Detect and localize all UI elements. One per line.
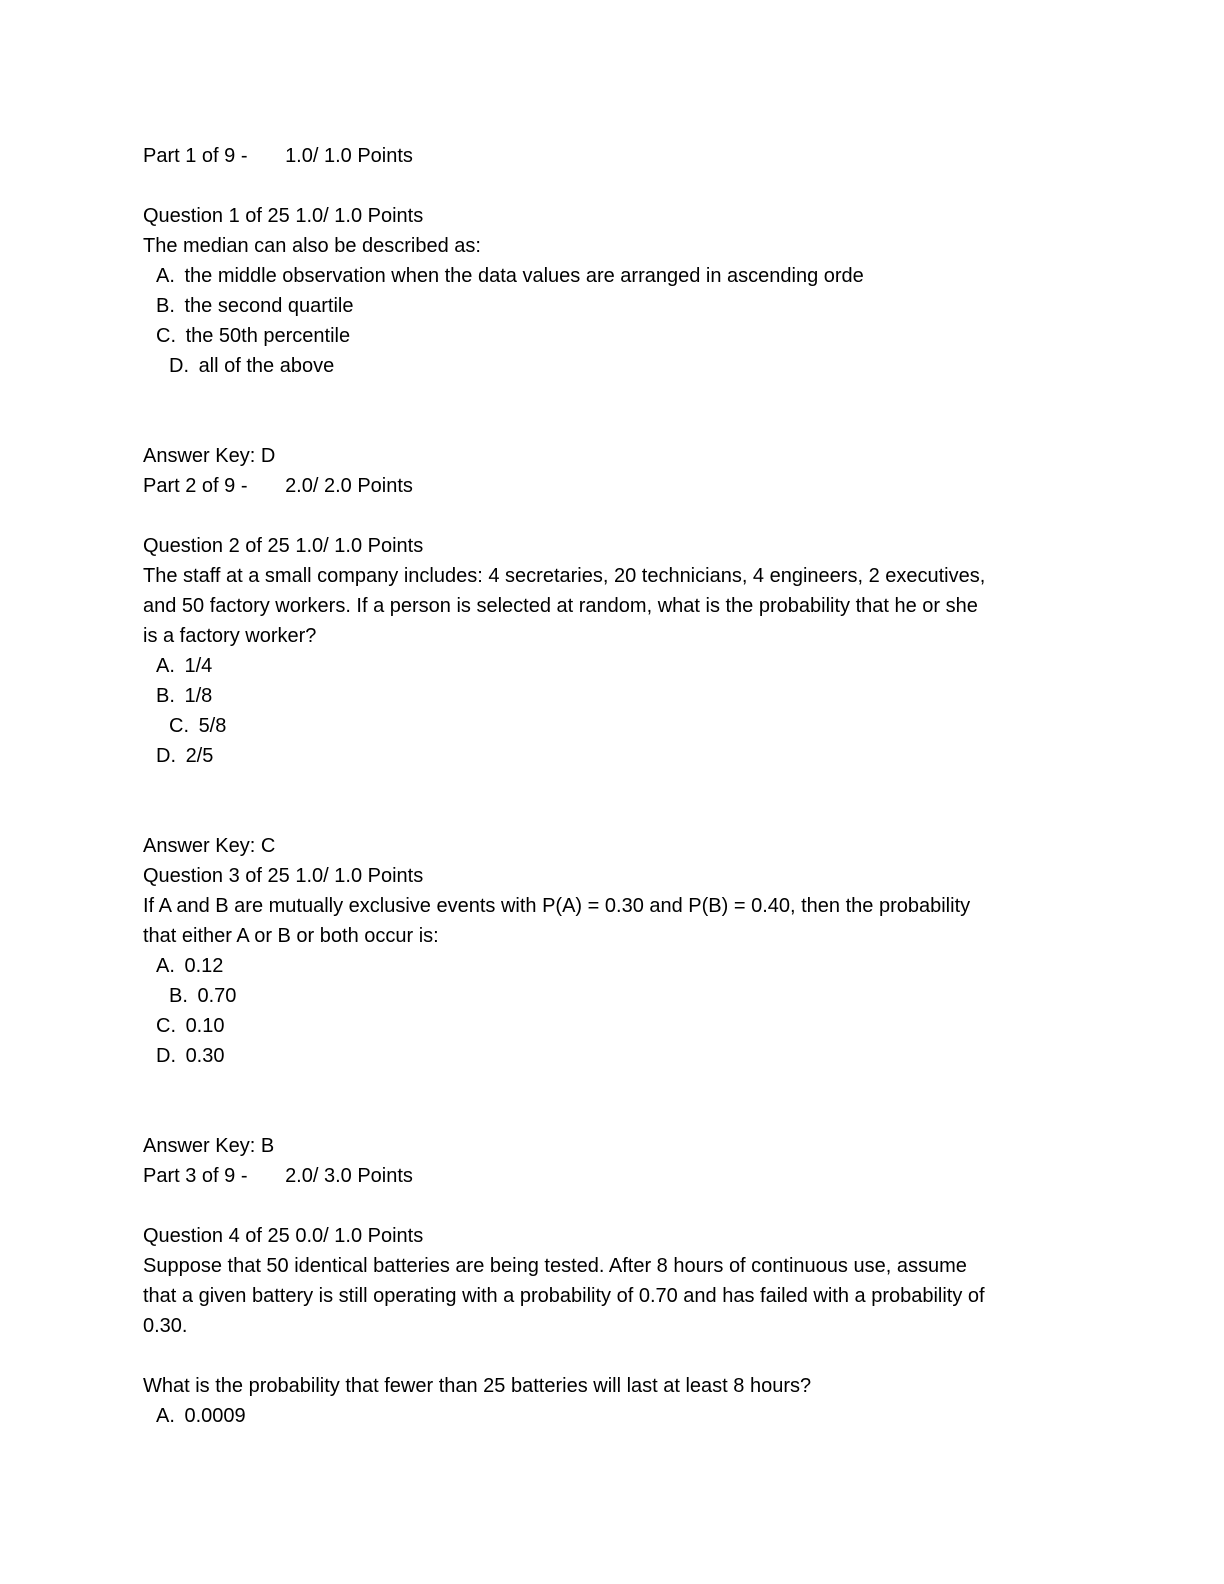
question-block [143, 531, 1184, 771]
question-title: Question 1 of 25 [143, 205, 290, 227]
option-letter: B. [156, 685, 175, 707]
option-letter: D. [169, 355, 189, 377]
option-letter: D. [156, 1045, 176, 1067]
question-header [143, 201, 1184, 231]
question-body [143, 561, 1184, 651]
question-title: Question 2 of 25 [143, 535, 290, 557]
option-text: the 50th percentile [185, 325, 351, 347]
question-header [143, 531, 1184, 561]
option-letter: C. [169, 715, 189, 737]
answer-key-value: B [260, 1135, 275, 1157]
question-options [143, 1401, 1184, 1431]
option-text: 0.30 [185, 1045, 225, 1067]
part-header [143, 1161, 1184, 1191]
answer-key [143, 831, 1184, 861]
question-text-line: The median can also be described as: [143, 235, 481, 257]
option-text: 2/5 [185, 745, 214, 767]
question-text-line: is a factory worker? [143, 625, 317, 647]
question-points: 1.0/ 1.0 Points [295, 535, 424, 557]
option-text: 0.70 [197, 985, 237, 1007]
option-text: the second quartile [184, 295, 354, 317]
option-text: 5/8 [198, 715, 227, 737]
option-text: 1/8 [184, 685, 213, 707]
question-title: Question 4 of 25 [143, 1225, 290, 1247]
option-text: the middle observation when the data values are arranged in ascending orde [184, 265, 864, 287]
option-letter: C. [156, 1015, 176, 1037]
answer-option [143, 741, 1184, 771]
part-label: Part 1 of 9 - [143, 145, 248, 167]
option-letter: C. [156, 325, 176, 347]
answer-option [143, 351, 1184, 381]
question-points: 1.0/ 1.0 Points [295, 205, 424, 227]
question-block [143, 861, 1184, 1071]
part-header [143, 471, 1184, 501]
part-header [143, 141, 1184, 171]
question-body [143, 1251, 1184, 1401]
answer-key-label: Answer Key: [143, 1135, 256, 1157]
part-score: 2.0/ 3.0 Points [285, 1165, 413, 1187]
part-label: Part 2 of 9 - [143, 475, 248, 497]
question-block [143, 1221, 1184, 1431]
question-text-line: 0.30. [143, 1315, 188, 1337]
answer-option [143, 651, 1184, 681]
answer-key [143, 1131, 1184, 1161]
answer-key [143, 441, 1184, 471]
option-letter: A. [156, 955, 175, 977]
part-label: Part 3 of 9 - [143, 1165, 248, 1187]
option-letter: A. [156, 265, 175, 287]
question-text-line: that a given battery is still operating with a probability of 0.70 and has failed with a probability of [143, 1285, 985, 1307]
question-body [143, 891, 1184, 951]
answer-option [143, 981, 1184, 1011]
question-options [143, 951, 1184, 1071]
question-options [143, 261, 1184, 381]
option-letter: B. [169, 985, 188, 1007]
answer-key-value: D [260, 445, 276, 467]
answer-option [143, 711, 1184, 741]
question-block [143, 201, 1184, 381]
question-text-line: If A and B are mutually exclusive events with P(A) = 0.30 and P(B) = 0.40, then the probability [143, 895, 971, 917]
question-points: 1.0/ 1.0 Points [295, 865, 424, 887]
answer-option [143, 321, 1184, 351]
option-letter: B. [156, 295, 175, 317]
option-text: 0.12 [184, 955, 224, 977]
answer-option [143, 261, 1184, 291]
question-text-line: Suppose that 50 identical batteries are being tested. After 8 hours of continuous use, assume [143, 1255, 967, 1277]
option-text: 0.0009 [184, 1405, 246, 1427]
question-text-line [143, 1341, 1184, 1371]
question-title: Question 3 of 25 [143, 865, 290, 887]
option-letter: D. [156, 745, 176, 767]
question-text-line: The staff at a small company includes: 4 secretaries, 20 technicians, 4 engineers, 2 executives, [143, 565, 986, 587]
answer-key-value: C [260, 835, 276, 857]
question-body [143, 231, 1184, 261]
question-text-line: that either A or B or both occur is: [143, 925, 439, 947]
answer-option [143, 951, 1184, 981]
option-letter: A. [156, 1405, 175, 1427]
question-text-line: What is the probability that fewer than 25 batteries will last at least 8 hours? [143, 1375, 812, 1397]
option-letter: A. [156, 655, 175, 677]
part-score: 1.0/ 1.0 Points [285, 145, 413, 167]
question-options [143, 651, 1184, 771]
answer-option [143, 1041, 1184, 1071]
option-text: 0.10 [185, 1015, 225, 1037]
part-score: 2.0/ 2.0 Points [285, 475, 413, 497]
answer-key-label: Answer Key: [143, 445, 256, 467]
answer-option [143, 1401, 1184, 1431]
answer-option [143, 291, 1184, 321]
question-header [143, 1221, 1184, 1251]
answer-option [143, 1011, 1184, 1041]
question-points: 0.0/ 1.0 Points [295, 1225, 424, 1247]
answer-key-label: Answer Key: [143, 835, 256, 857]
question-header [143, 861, 1184, 891]
question-text-line: and 50 factory workers. If a person is selected at random, what is the probability that he or she [143, 595, 978, 617]
answer-option [143, 681, 1184, 711]
option-text: 1/4 [184, 655, 213, 677]
option-text: all of the above [198, 355, 335, 377]
